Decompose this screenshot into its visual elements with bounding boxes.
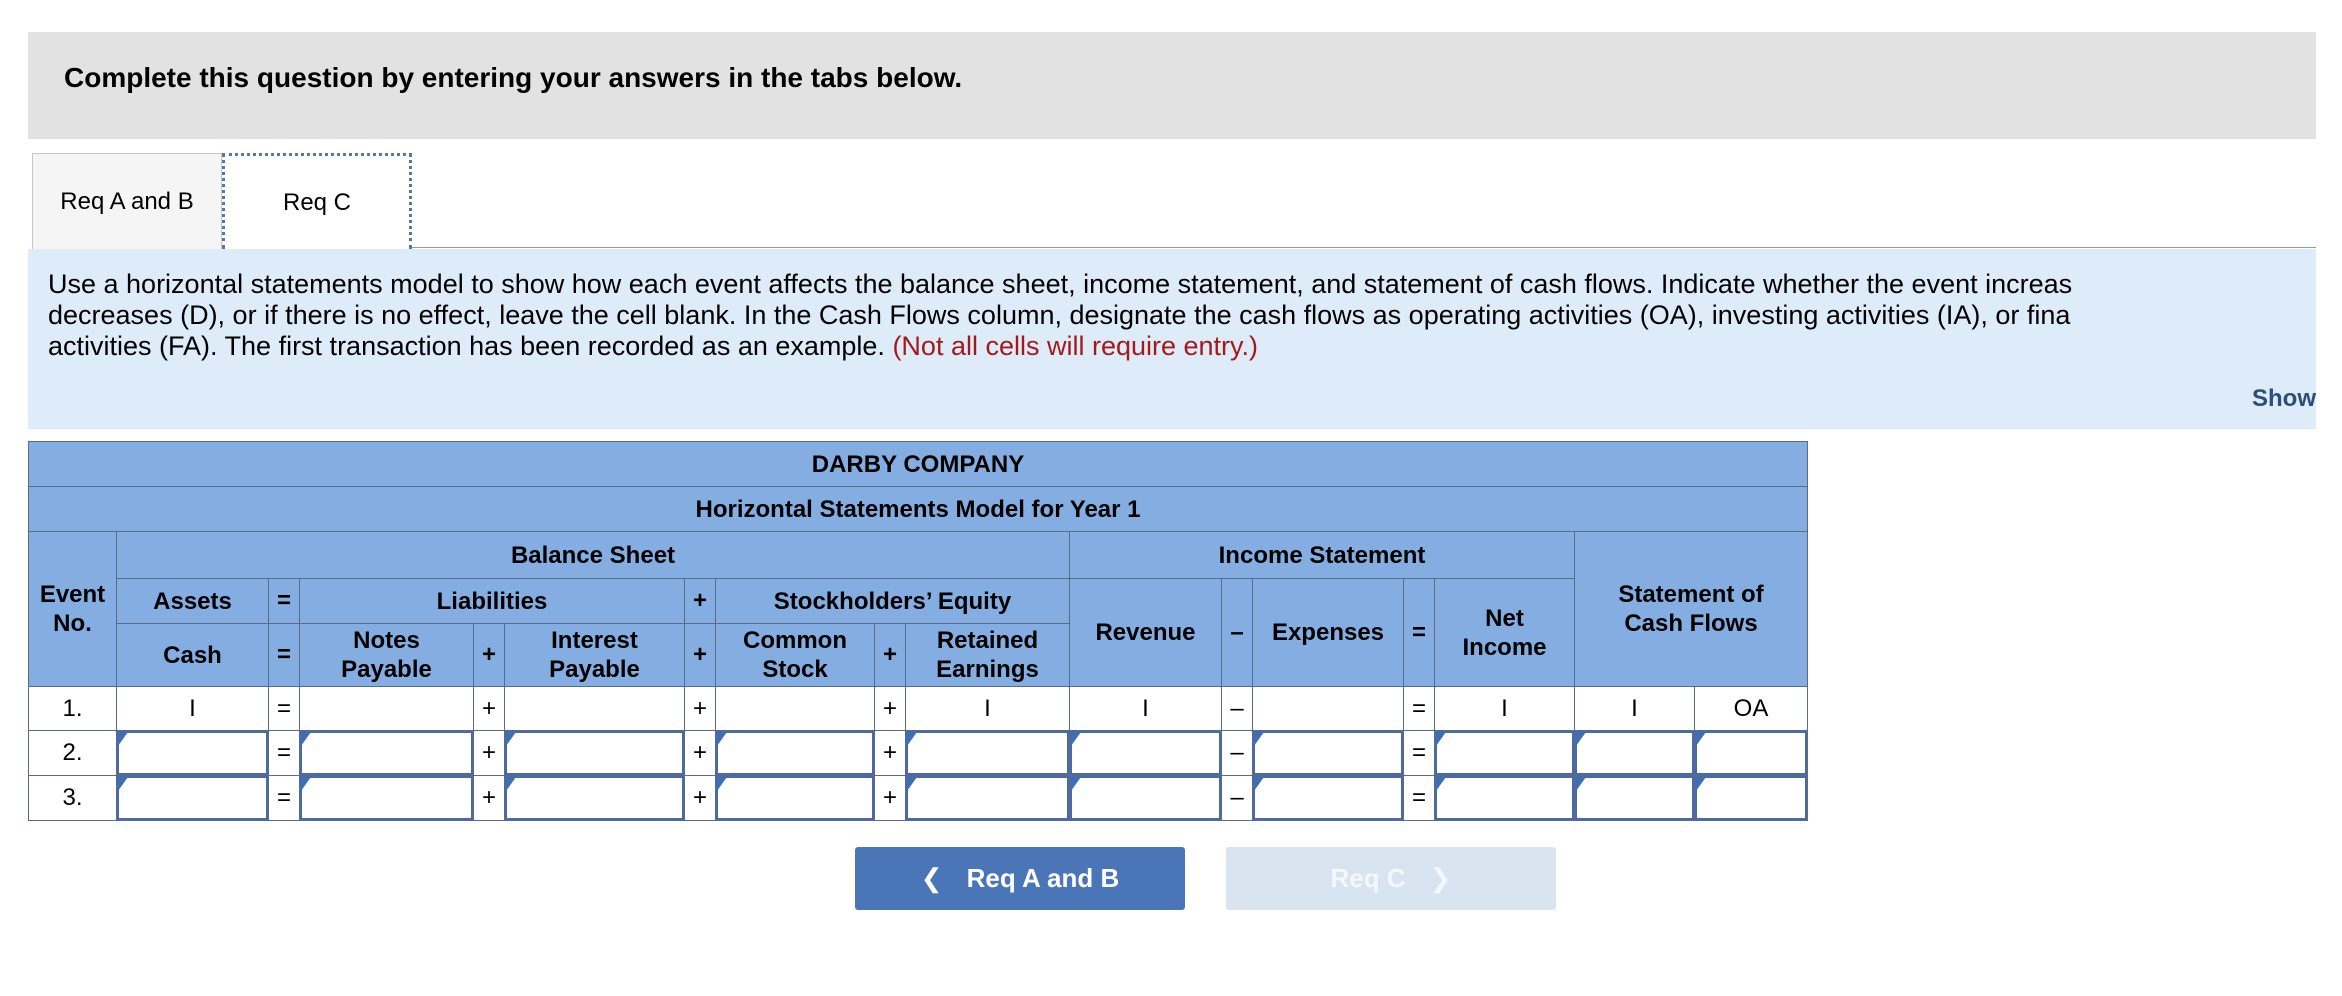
instructions-line-3-text: activities (FA). The first transaction has been recorded as an example. — [48, 331, 885, 361]
dropdown-marker-icon — [301, 777, 311, 791]
income-equals-sign-header: = — [1404, 579, 1435, 687]
net-income-input[interactable] — [1435, 731, 1574, 775]
question-header — [28, 32, 2316, 139]
cash-header: Cash — [117, 624, 269, 687]
interest-payable-header: Interest Payable — [505, 624, 685, 687]
revenue-input[interactable] — [1070, 776, 1221, 820]
liabilities-plus-sign: + — [685, 579, 716, 624]
balance-sheet-header: Balance Sheet — [117, 532, 1070, 579]
instructions-panel — [28, 249, 2316, 429]
cash-input[interactable] — [117, 731, 268, 775]
retained-earnings-input[interactable] — [906, 776, 1069, 820]
chevron-left-icon: ❮ — [920, 863, 943, 893]
plus-sign: + — [474, 731, 505, 776]
notes-payable-value — [300, 687, 474, 731]
dropdown-marker-icon — [1071, 777, 1081, 791]
minus-sign-header: – — [1222, 579, 1253, 687]
cash-flow-activity-input[interactable] — [1695, 731, 1807, 775]
equals-sign: = — [1404, 776, 1435, 821]
plus-sign: + — [474, 776, 505, 821]
expenses-input[interactable] — [1253, 731, 1403, 775]
expenses-value — [1253, 687, 1404, 731]
interest-payable-input[interactable] — [505, 731, 684, 775]
dropdown-marker-icon — [1436, 732, 1446, 746]
retained-earnings-header: Retained Earnings — [906, 624, 1070, 687]
plus-sign: + — [474, 687, 505, 731]
revenue-value: I — [1070, 687, 1222, 731]
notes-plus-sign: + — [474, 624, 505, 687]
tab-req-c[interactable]: Req C — [222, 153, 412, 249]
dropdown-marker-icon — [907, 732, 917, 746]
dropdown-marker-icon — [717, 777, 727, 791]
plus-sign: + — [685, 687, 716, 731]
table-row — [29, 776, 1808, 821]
net-income-input[interactable] — [1435, 776, 1574, 820]
minus-sign: – — [1222, 687, 1253, 731]
dropdown-marker-icon — [118, 777, 128, 791]
dropdown-marker-icon — [118, 732, 128, 746]
assets-equals-sign: = — [269, 579, 300, 624]
show-link[interactable]: Show — [2252, 385, 2316, 412]
retained-earnings-input[interactable] — [906, 731, 1069, 775]
equals-sign: = — [269, 731, 300, 776]
notes-payable-input[interactable] — [300, 731, 473, 775]
dropdown-marker-icon — [1576, 777, 1586, 791]
prev-req-button[interactable] — [855, 847, 1185, 910]
dropdown-marker-icon — [907, 777, 917, 791]
question-title: Complete this question by entering your answers in the tabs below. — [64, 62, 963, 93]
table-row — [29, 687, 1808, 731]
next-req-label: Req C — [1330, 863, 1406, 893]
horizontal-statements-table — [28, 441, 1808, 821]
interest-plus-sign: + — [685, 624, 716, 687]
common-stock-value — [716, 687, 875, 731]
expenses-header: Expenses — [1253, 579, 1404, 687]
revenue-header: Revenue — [1070, 579, 1222, 687]
dropdown-marker-icon — [1254, 732, 1264, 746]
table-row — [29, 731, 1808, 776]
equals-sign: = — [1404, 731, 1435, 776]
cash-equals-sign: = — [269, 624, 300, 687]
liabilities-header: Liabilities — [300, 579, 685, 624]
net-income-value: I — [1435, 687, 1575, 731]
instructions-line-2: decreases (D), or if there is no effect, leave the cell blank. In the Cash Flows column, designate the cash flows as operating activities (OA), investing activities (IA), or fina — [48, 300, 2071, 330]
net-income-header: Net Income — [1435, 579, 1575, 687]
event-no-header: Event No. — [29, 532, 117, 687]
equals-sign: = — [1404, 687, 1435, 731]
dropdown-marker-icon — [1436, 777, 1446, 791]
dropdown-marker-icon — [1254, 777, 1264, 791]
dropdown-marker-icon — [717, 732, 727, 746]
plus-sign: + — [875, 731, 906, 776]
interest-payable-input[interactable] — [505, 776, 684, 820]
instructions-line-3 — [48, 331, 2316, 362]
assets-header: Assets — [117, 579, 269, 624]
instructions-line-1: Use a horizontal statements model to show how each event affects the balance sheet, income statement, and statement of cash flows. Indicate whether the event increas — [48, 269, 2073, 299]
cash-flow-amount-value: I — [1575, 687, 1695, 731]
cash-flow-amount-input[interactable] — [1575, 776, 1694, 820]
stockholders-equity-header: Stockholders’ Equity — [716, 579, 1070, 624]
common-stock-header: Common Stock — [716, 624, 875, 687]
dropdown-marker-icon — [1576, 732, 1586, 746]
revenue-input[interactable] — [1070, 731, 1221, 775]
tab-req-a-and-b[interactable]: Req A and B — [32, 153, 222, 249]
prev-req-label: Req A and B — [966, 863, 1120, 893]
retained-earnings-value: I — [906, 687, 1070, 731]
cash-flow-activity-value: OA — [1695, 687, 1808, 731]
dropdown-marker-icon — [1071, 732, 1081, 746]
interest-payable-value — [505, 687, 685, 731]
table-subtitle: Horizontal Statements Model for Year 1 — [29, 487, 1808, 532]
cash-flow-amount-input[interactable] — [1575, 731, 1694, 775]
company-name: DARBY COMPANY — [29, 442, 1808, 487]
event-number: 1. — [29, 687, 117, 731]
next-req-button — [1226, 847, 1556, 910]
notes-payable-input[interactable] — [300, 776, 473, 820]
dropdown-marker-icon — [1696, 732, 1706, 746]
notes-payable-header: Notes Payable — [300, 624, 474, 687]
dropdown-marker-icon — [506, 777, 516, 791]
dropdown-marker-icon — [1696, 777, 1706, 791]
cash-flows-header: Statement of Cash Flows — [1575, 532, 1808, 687]
minus-sign: – — [1222, 731, 1253, 776]
dropdown-marker-icon — [301, 732, 311, 746]
common-plus-sign: + — [875, 624, 906, 687]
instructions-text — [48, 269, 2316, 362]
common-stock-input[interactable] — [716, 776, 874, 820]
equals-sign: = — [269, 776, 300, 821]
common-stock-input[interactable] — [716, 731, 874, 775]
cash-flow-activity-input[interactable] — [1695, 776, 1807, 820]
dropdown-marker-icon — [506, 732, 516, 746]
plus-sign: + — [685, 731, 716, 776]
plus-sign: + — [875, 687, 906, 731]
instructions-note: (Not all cells will require entry.) — [892, 331, 1259, 361]
expenses-input[interactable] — [1253, 776, 1403, 820]
minus-sign: – — [1222, 776, 1253, 821]
plus-sign: + — [875, 776, 906, 821]
equals-sign: = — [269, 687, 300, 731]
cash-value: I — [117, 687, 269, 731]
event-number: 2. — [29, 731, 117, 776]
event-number: 3. — [29, 776, 117, 821]
plus-sign: + — [685, 776, 716, 821]
tab-divider — [412, 247, 2316, 248]
chevron-right-icon: ❯ — [1429, 863, 1452, 893]
income-statement-header: Income Statement — [1070, 532, 1575, 579]
cash-input[interactable] — [117, 776, 268, 820]
